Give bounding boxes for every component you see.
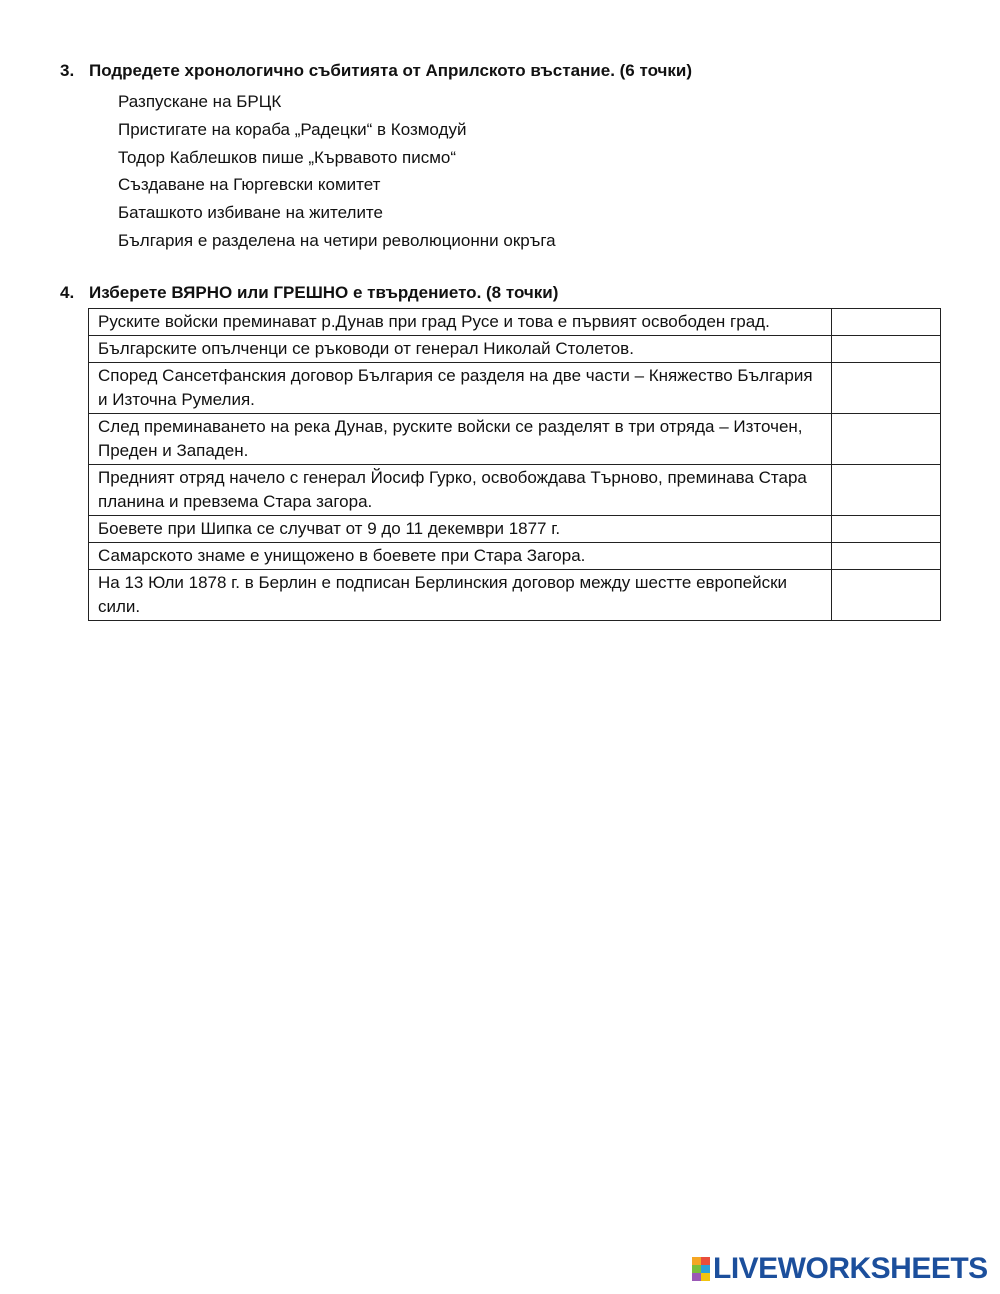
event-item[interactable]: Разпускане на БРЦК: [118, 92, 282, 111]
table-row: [89, 363, 941, 414]
question-4-heading: [60, 282, 960, 304]
event-list: [60, 88, 960, 255]
answer-cell[interactable]: [831, 465, 940, 516]
event-item[interactable]: Създаване на Гюргевски комитет: [118, 175, 381, 195]
answer-cell[interactable]: [831, 309, 940, 336]
event-item[interactable]: България е разделена на четири революционни окръга: [118, 230, 556, 250]
statement-cell: След преминаването на река Дунав, руските войски се разделят в три отряда – Източен, Преден и Западен.: [89, 414, 832, 465]
question-3-number: 3.: [60, 61, 75, 80]
event-item[interactable]: Тодор Каблешков пише „Кървавото писмо“: [118, 147, 457, 167]
answer-dropdown[interactable]: [832, 516, 940, 540]
event-item[interactable]: Баташкото избиване на жителите: [118, 203, 383, 223]
event-item[interactable]: Пристигате на кораба „Радецки“ в Козмодуй: [118, 119, 467, 139]
table-row: [89, 543, 941, 570]
liveworksheets-logo: [692, 1254, 988, 1284]
question-3-heading: [60, 60, 960, 82]
answer-dropdown[interactable]: [832, 414, 940, 438]
statement-cell: На 13 Юли 1878 г. в Берлин е подписан Берлинския договор между шестте европейски сили.: [89, 570, 832, 621]
answer-dropdown[interactable]: [832, 543, 940, 567]
statement-cell: Предният отряд начело с генерал Йосиф Гурко, освобождава Търново, преминава Стара планина и превзема Стара загора.: [89, 465, 832, 516]
answer-dropdown[interactable]: [832, 309, 940, 333]
question-3-title: Подредете хронологично събитията от Априлското въстание. (6 точки): [89, 61, 693, 80]
statement-cell: Самарското знаме е унищожено в боевете при Стара Загора.: [89, 543, 832, 570]
answer-cell[interactable]: [831, 414, 940, 465]
answer-cell[interactable]: [831, 516, 940, 543]
question-4-number: 4.: [60, 283, 75, 302]
statement-cell: Руските войски преминават р.Дунав при град Русе и това е първият освободен град.: [89, 309, 832, 336]
answer-cell[interactable]: [831, 570, 940, 621]
liveworksheets-blocks-icon: [692, 1257, 710, 1281]
table-row: [89, 309, 941, 336]
true-false-table: [88, 308, 941, 621]
statement-cell: Според Сансетфанския договор България се разделя на две части – Княжество България и Източна Румелия.: [89, 363, 832, 414]
answer-dropdown[interactable]: [832, 336, 940, 360]
answer-cell[interactable]: [831, 336, 940, 363]
answer-cell[interactable]: [831, 363, 940, 414]
statement-cell: Българските опълченци се ръководи от генерал Николай Столетов.: [89, 336, 832, 363]
answer-dropdown[interactable]: [832, 465, 940, 489]
logo-text: LIVEWORKSHEETS: [713, 1252, 988, 1285]
answer-dropdown[interactable]: [832, 570, 940, 594]
question-4-title: Изберете ВЯРНО или ГРЕШНО е твърдението. (8 точки): [89, 283, 559, 302]
statement-cell: Боевете при Шипка се случват от 9 до 11 декември 1877 г.: [89, 516, 832, 543]
question-3: [60, 60, 960, 255]
table-row: [89, 414, 941, 465]
table-row: [89, 516, 941, 543]
answer-dropdown[interactable]: [832, 363, 940, 387]
table-row: [89, 465, 941, 516]
table-row: [89, 336, 941, 363]
answer-cell[interactable]: [831, 543, 940, 570]
table-row: [89, 570, 941, 621]
question-4: [60, 282, 960, 304]
